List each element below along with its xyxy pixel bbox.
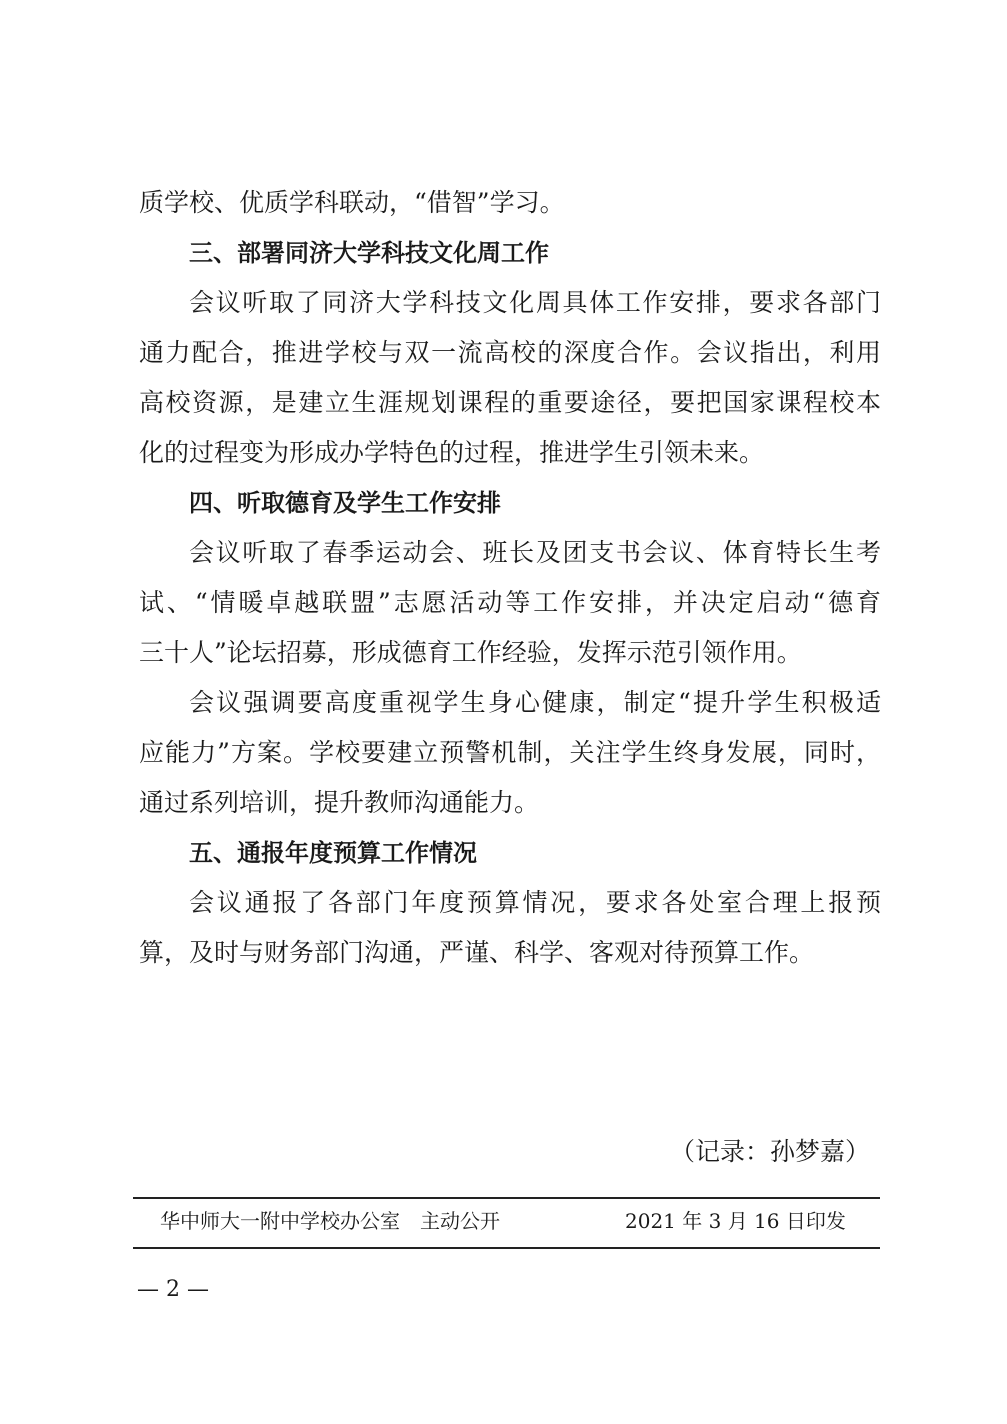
paragraph-line: 高校资源，是建立生涯规划课程的重要途径，要把国家课程校本	[139, 388, 881, 417]
footer-issuer: 华中师大一附中学校办公室 主动公开	[160, 1209, 500, 1233]
footer-top-rule	[133, 1197, 880, 1199]
paragraph-line: 三十人”论坛招募，形成德育工作经验，发挥示范引领作用。	[139, 638, 802, 667]
page-number: — 2 —	[137, 1277, 209, 1302]
section-heading-5: 五、通报年度预算工作情况	[189, 839, 477, 867]
recorder-note: （记录：孙梦嘉）	[669, 1137, 870, 1166]
paragraph-line: 算，及时与财务部门沟通，严谨、科学、客观对待预算工作。	[139, 938, 815, 967]
footer-date: 2021 年 3 月 16 日印发	[625, 1209, 846, 1233]
paragraph-line: 应能力”方案。学校要建立预警机制，关注学生终身发展，同时，	[139, 738, 881, 767]
paragraph-line: 通过系列培训，提升教师沟通能力。	[139, 788, 540, 817]
paragraph-line: 会议强调要高度重视学生身心健康，制定“提升学生积极适	[189, 688, 881, 717]
paragraph-line: 化的过程变为形成办学特色的过程，推进学生引领未来。	[139, 438, 765, 467]
paragraph-line: 会议听取了同济大学科技文化周具体工作安排，要求各部门	[189, 288, 881, 317]
footer-bottom-rule	[133, 1247, 880, 1249]
paragraph-line: 会议通报了各部门年度预算情况，要求各处室合理上报预	[189, 888, 881, 917]
paragraph-line: 会议听取了春季运动会、班长及团支书会议、体育特长生考	[189, 538, 881, 567]
paragraph-line: 通力配合，推进学校与双一流高校的深度合作。会议指出，利用	[139, 338, 881, 367]
paragraph-line: 质学校、优质学科联动，“借智”学习。	[139, 188, 565, 217]
section-heading-3: 三、部署同济大学科技文化周工作	[189, 239, 549, 267]
paragraph-line: 试、“情暖卓越联盟”志愿活动等工作安排，并决定启动“德育	[139, 588, 881, 617]
section-heading-4: 四、听取德育及学生工作安排	[189, 489, 501, 517]
